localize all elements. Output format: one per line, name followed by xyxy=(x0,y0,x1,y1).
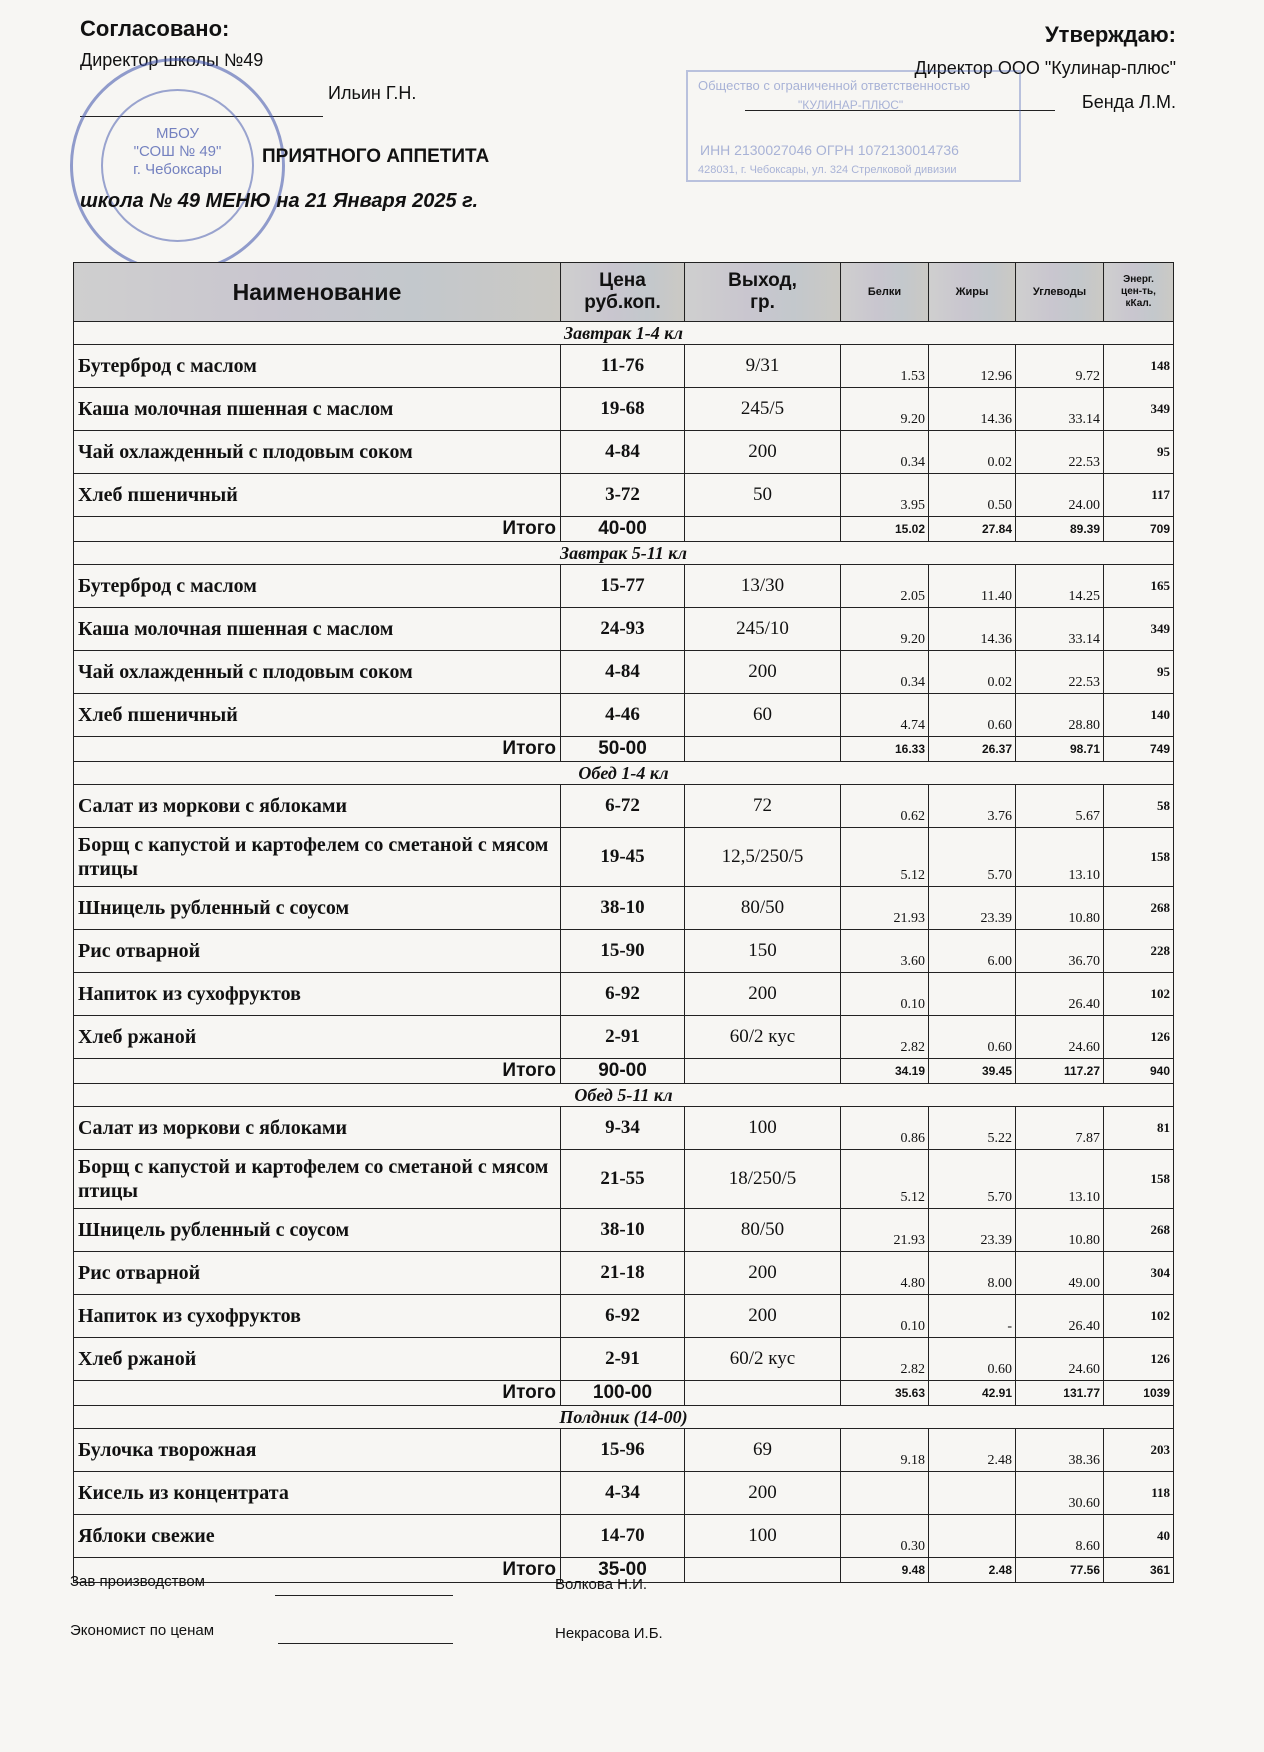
table-row xyxy=(74,388,1174,431)
total-price: 100-00 xyxy=(561,1381,685,1406)
dish-energy: 148 xyxy=(1104,345,1174,388)
dish-price: 3-72 xyxy=(561,474,685,517)
col-protein-header: Белки xyxy=(841,263,929,322)
dish-protein: 9.20 xyxy=(841,388,929,431)
total-output-empty xyxy=(685,1558,841,1583)
table-row xyxy=(74,694,1174,737)
dish-name: Рис отварной xyxy=(74,1252,561,1295)
dish-carbs: 49.00 xyxy=(1016,1252,1104,1295)
approved-title: Согласовано: xyxy=(80,16,230,41)
dish-energy: 81 xyxy=(1104,1107,1174,1150)
dish-name: Каша молочная пшенная с маслом xyxy=(74,608,561,651)
dish-output: 60/2 кус xyxy=(685,1016,841,1059)
col-energy-header: Энерг. цен-ть, кКал. xyxy=(1104,263,1174,322)
dish-name: Чай охлажденный с плодовым соком xyxy=(74,651,561,694)
dish-fat: 14.36 xyxy=(929,608,1016,651)
dish-energy: 117 xyxy=(1104,474,1174,517)
dish-name: Хлеб пшеничный xyxy=(74,474,561,517)
total-carbs: 89.39 xyxy=(1016,517,1104,542)
table-row xyxy=(74,1472,1174,1515)
approved-person: Ильин Г.Н. xyxy=(328,83,417,103)
dish-energy: 158 xyxy=(1104,1150,1174,1209)
dish-output: 245/5 xyxy=(685,388,841,431)
total-row xyxy=(74,737,1174,762)
dish-price: 15-77 xyxy=(561,565,685,608)
dish-price: 4-84 xyxy=(561,651,685,694)
dish-protein: 5.12 xyxy=(841,1150,929,1209)
dish-output: 60/2 кус xyxy=(685,1338,841,1381)
dish-protein: 9.20 xyxy=(841,608,929,651)
dish-output: 60 xyxy=(685,694,841,737)
dish-energy: 304 xyxy=(1104,1252,1174,1295)
col-name-header: Наименование xyxy=(74,263,561,322)
total-energy: 940 xyxy=(1104,1059,1174,1084)
total-protein: 9.48 xyxy=(841,1558,929,1583)
dish-carbs: 5.67 xyxy=(1016,785,1104,828)
table-row xyxy=(74,1252,1174,1295)
dish-carbs: 9.72 xyxy=(1016,345,1104,388)
dish-carbs: 14.25 xyxy=(1016,565,1104,608)
greeting: ПРИЯТНОГО АППЕТИТА xyxy=(262,146,490,167)
table-row xyxy=(74,608,1174,651)
dish-output: 12,5/250/5 xyxy=(685,828,841,887)
table-row xyxy=(74,565,1174,608)
total-protein: 16.33 xyxy=(841,737,929,762)
dish-price: 24-93 xyxy=(561,608,685,651)
dish-name: Рис отварной xyxy=(74,930,561,973)
dish-output: 80/50 xyxy=(685,1209,841,1252)
dish-fat: 5.70 xyxy=(929,1150,1016,1209)
dish-energy: 95 xyxy=(1104,431,1174,474)
dish-fat: 0.60 xyxy=(929,1016,1016,1059)
dish-price: 4-84 xyxy=(561,431,685,474)
section-header-row xyxy=(74,542,1174,565)
dish-name: Напиток из сухофруктов xyxy=(74,973,561,1016)
dish-carbs: 33.14 xyxy=(1016,388,1104,431)
dish-fat: 11.40 xyxy=(929,565,1016,608)
section-header-row xyxy=(74,1084,1174,1107)
dish-fat: 5.70 xyxy=(929,828,1016,887)
dish-carbs: 24.60 xyxy=(1016,1338,1104,1381)
dish-name: Салат из моркови с яблоками xyxy=(74,1107,561,1150)
footer-signature-line-1 xyxy=(275,1595,453,1596)
section-title: Обед 5-11 кл xyxy=(74,1084,1174,1107)
dish-energy: 126 xyxy=(1104,1016,1174,1059)
dish-protein: 2.05 xyxy=(841,565,929,608)
dish-energy: 95 xyxy=(1104,651,1174,694)
dish-carbs: 13.10 xyxy=(1016,1150,1104,1209)
dish-name: Булочка творожная xyxy=(74,1429,561,1472)
dish-price: 6-92 xyxy=(561,1295,685,1338)
total-carbs: 98.71 xyxy=(1016,737,1104,762)
total-label: Итого xyxy=(74,517,561,542)
dish-energy: 228 xyxy=(1104,930,1174,973)
table-row xyxy=(74,345,1174,388)
dish-output: 100 xyxy=(685,1107,841,1150)
dish-protein: 4.74 xyxy=(841,694,929,737)
dish-price: 14-70 xyxy=(561,1515,685,1558)
dish-price: 38-10 xyxy=(561,887,685,930)
table-row xyxy=(74,431,1174,474)
dish-name: Хлеб пшеничный xyxy=(74,694,561,737)
dish-output: 200 xyxy=(685,431,841,474)
total-carbs: 131.77 xyxy=(1016,1381,1104,1406)
dish-fat: 5.22 xyxy=(929,1107,1016,1150)
total-protein: 34.19 xyxy=(841,1059,929,1084)
total-price: 90-00 xyxy=(561,1059,685,1084)
dish-fat: 8.00 xyxy=(929,1252,1016,1295)
dish-energy: 203 xyxy=(1104,1429,1174,1472)
footer-signature-line-2 xyxy=(278,1643,453,1644)
total-output-empty xyxy=(685,517,841,542)
dish-carbs: 26.40 xyxy=(1016,973,1104,1016)
menu-table xyxy=(73,262,1174,1583)
dish-price: 15-96 xyxy=(561,1429,685,1472)
approve-title: Утверждаю: xyxy=(1045,22,1176,47)
table-row xyxy=(74,1515,1174,1558)
col-fat-header: Жиры xyxy=(929,263,1016,322)
dish-energy: 268 xyxy=(1104,887,1174,930)
dish-carbs: 22.53 xyxy=(1016,431,1104,474)
total-protein: 35.63 xyxy=(841,1381,929,1406)
dish-energy: 268 xyxy=(1104,1209,1174,1252)
dish-energy: 102 xyxy=(1104,1295,1174,1338)
dish-carbs: 24.00 xyxy=(1016,474,1104,517)
approved-position: Директор школы №49 xyxy=(80,50,264,70)
total-row xyxy=(74,517,1174,542)
dish-name: Бутерброд с маслом xyxy=(74,565,561,608)
dish-energy: 102 xyxy=(1104,973,1174,1016)
dish-fat: 0.02 xyxy=(929,431,1016,474)
table-row xyxy=(74,887,1174,930)
dish-energy: 126 xyxy=(1104,1338,1174,1381)
dish-output: 150 xyxy=(685,930,841,973)
dish-carbs: 13.10 xyxy=(1016,828,1104,887)
dish-price: 2-91 xyxy=(561,1338,685,1381)
dish-fat xyxy=(929,973,1016,1016)
dish-fat: 0.50 xyxy=(929,474,1016,517)
table-row xyxy=(74,1338,1174,1381)
section-header-row xyxy=(74,1406,1174,1429)
dish-name: Кисель из концентрата xyxy=(74,1472,561,1515)
table-row xyxy=(74,785,1174,828)
total-price: 40-00 xyxy=(561,517,685,542)
dish-name: Яблоки свежие xyxy=(74,1515,561,1558)
dish-name: Хлеб ржаной xyxy=(74,1016,561,1059)
dish-energy: 140 xyxy=(1104,694,1174,737)
dish-price: 19-45 xyxy=(561,828,685,887)
dish-carbs: 22.53 xyxy=(1016,651,1104,694)
dish-fat: - xyxy=(929,1295,1016,1338)
total-protein: 15.02 xyxy=(841,517,929,542)
dish-price: 2-91 xyxy=(561,1016,685,1059)
dish-output: 13/30 xyxy=(685,565,841,608)
dish-output: 72 xyxy=(685,785,841,828)
dish-fat: 6.00 xyxy=(929,930,1016,973)
dish-carbs: 24.60 xyxy=(1016,1016,1104,1059)
dish-protein: 0.10 xyxy=(841,1295,929,1338)
section-title: Полдник (14-00) xyxy=(74,1406,1174,1429)
total-output-empty xyxy=(685,1059,841,1084)
total-output-empty xyxy=(685,737,841,762)
total-energy: 1039 xyxy=(1104,1381,1174,1406)
dish-protein: 0.86 xyxy=(841,1107,929,1150)
dish-protein: 9.18 xyxy=(841,1429,929,1472)
dish-fat: 0.02 xyxy=(929,651,1016,694)
dish-fat xyxy=(929,1472,1016,1515)
total-output-empty xyxy=(685,1381,841,1406)
dish-fat: 2.48 xyxy=(929,1429,1016,1472)
dish-protein: 5.12 xyxy=(841,828,929,887)
dish-price: 9-34 xyxy=(561,1107,685,1150)
dish-price: 6-72 xyxy=(561,785,685,828)
dish-name: Шницель рубленный с соусом xyxy=(74,887,561,930)
dish-output: 69 xyxy=(685,1429,841,1472)
table-row xyxy=(74,1107,1174,1150)
dish-price: 19-68 xyxy=(561,388,685,431)
dish-fat: 23.39 xyxy=(929,887,1016,930)
dish-fat: 12.96 xyxy=(929,345,1016,388)
dish-protein: 0.62 xyxy=(841,785,929,828)
dish-output: 80/50 xyxy=(685,887,841,930)
section-title: Обед 1-4 кл xyxy=(74,762,1174,785)
approve-position: Директор ООО "Кулинар-плюс" xyxy=(914,58,1176,78)
approve-person: Бенда Л.М. xyxy=(1081,92,1176,112)
dish-carbs: 7.87 xyxy=(1016,1107,1104,1150)
dish-output: 245/10 xyxy=(685,608,841,651)
dish-price: 21-18 xyxy=(561,1252,685,1295)
dish-carbs: 28.80 xyxy=(1016,694,1104,737)
dish-output: 50 xyxy=(685,474,841,517)
total-row xyxy=(74,1059,1174,1084)
total-row xyxy=(74,1381,1174,1406)
dish-protein: 1.53 xyxy=(841,345,929,388)
dish-carbs: 30.60 xyxy=(1016,1472,1104,1515)
section-header-row xyxy=(74,322,1174,345)
dish-price: 38-10 xyxy=(561,1209,685,1252)
dish-name: Чай охлажденный с плодовым соком xyxy=(74,431,561,474)
dish-carbs: 26.40 xyxy=(1016,1295,1104,1338)
dish-fat: 0.60 xyxy=(929,694,1016,737)
table-row xyxy=(74,1150,1174,1209)
dish-protein: 2.82 xyxy=(841,1016,929,1059)
dish-energy: 40 xyxy=(1104,1515,1174,1558)
table-header xyxy=(74,263,1174,322)
dish-protein: 21.93 xyxy=(841,1209,929,1252)
dish-carbs: 10.80 xyxy=(1016,887,1104,930)
table-row xyxy=(74,1209,1174,1252)
dish-carbs: 38.36 xyxy=(1016,1429,1104,1472)
menu-date-line: школа № 49 МЕНЮ на 21 Января 2025 г. xyxy=(80,190,479,212)
dish-energy: 349 xyxy=(1104,388,1174,431)
dish-fat: 23.39 xyxy=(929,1209,1016,1252)
dish-output: 200 xyxy=(685,651,841,694)
dish-name: Хлеб ржаной xyxy=(74,1338,561,1381)
dish-energy: 158 xyxy=(1104,828,1174,887)
footer-role-production: Зав производством xyxy=(70,1573,205,1590)
dish-fat xyxy=(929,1515,1016,1558)
dish-protein: 0.30 xyxy=(841,1515,929,1558)
school-stamp xyxy=(70,58,285,273)
dish-output: 200 xyxy=(685,1472,841,1515)
dish-price: 21-55 xyxy=(561,1150,685,1209)
dish-protein: 3.60 xyxy=(841,930,929,973)
dish-protein: 0.34 xyxy=(841,651,929,694)
table-row xyxy=(74,1429,1174,1472)
total-price: 50-00 xyxy=(561,737,685,762)
dish-energy: 349 xyxy=(1104,608,1174,651)
dish-fat: 14.36 xyxy=(929,388,1016,431)
dish-price: 4-34 xyxy=(561,1472,685,1515)
section-title: Завтрак 1-4 кл xyxy=(74,322,1174,345)
total-label: Итого xyxy=(74,1059,561,1084)
col-carbs-header: Углеводы xyxy=(1016,263,1104,322)
total-fat: 26.37 xyxy=(929,737,1016,762)
dish-output: 100 xyxy=(685,1515,841,1558)
dish-output: 200 xyxy=(685,1252,841,1295)
dish-protein xyxy=(841,1472,929,1515)
total-label: Итого xyxy=(74,1381,561,1406)
dish-carbs: 36.70 xyxy=(1016,930,1104,973)
section-header-row xyxy=(74,762,1174,785)
dish-energy: 118 xyxy=(1104,1472,1174,1515)
dish-name: Борщ с капустой и картофелем со сметаной с мясом птицы xyxy=(74,828,561,887)
footer-name-economist: Некрасова И.Б. xyxy=(555,1625,663,1642)
dish-fat: 0.60 xyxy=(929,1338,1016,1381)
section-title: Завтрак 5-11 кл xyxy=(74,542,1174,565)
table-row xyxy=(74,930,1174,973)
table-row xyxy=(74,973,1174,1016)
total-fat: 42.91 xyxy=(929,1381,1016,1406)
total-price: 35-00 xyxy=(561,1558,685,1583)
dish-carbs: 33.14 xyxy=(1016,608,1104,651)
total-energy: 361 xyxy=(1104,1558,1174,1583)
dish-output: 200 xyxy=(685,1295,841,1338)
total-energy: 749 xyxy=(1104,737,1174,762)
dish-name: Салат из моркови с яблоками xyxy=(74,785,561,828)
dish-energy: 165 xyxy=(1104,565,1174,608)
school-stamp-text: МБОУ "СОШ № 49" г. Чебоксары xyxy=(133,125,222,178)
dish-name: Каша молочная пшенная с маслом xyxy=(74,388,561,431)
total-fat: 39.45 xyxy=(929,1059,1016,1084)
dish-protein: 0.10 xyxy=(841,973,929,1016)
dish-carbs: 10.80 xyxy=(1016,1209,1104,1252)
dish-price: 6-92 xyxy=(561,973,685,1016)
dish-price: 15-90 xyxy=(561,930,685,973)
total-label: Итого xyxy=(74,1558,561,1583)
total-energy: 709 xyxy=(1104,517,1174,542)
total-label: Итого xyxy=(74,737,561,762)
dish-price: 4-46 xyxy=(561,694,685,737)
total-fat: 27.84 xyxy=(929,517,1016,542)
dish-energy: 58 xyxy=(1104,785,1174,828)
total-carbs: 77.56 xyxy=(1016,1558,1104,1583)
dish-protein: 0.34 xyxy=(841,431,929,474)
col-price-header: Цена руб.коп. xyxy=(561,263,685,322)
table-row xyxy=(74,828,1174,887)
company-stamp: Общество с ограниченной ответственностью "КУЛИНАР-ПЛЮС" ИНН 2130027046 ОГРН 1072130014736 428031, г. Чебоксары, ул. 324 Стрелковой дивизии xyxy=(686,70,1021,182)
table-row xyxy=(74,1295,1174,1338)
dish-name: Борщ с капустой и картофелем со сметаной с мясом птицы xyxy=(74,1150,561,1209)
dish-protein: 21.93 xyxy=(841,887,929,930)
col-output-header: Выход, гр. xyxy=(685,263,841,322)
table-row xyxy=(74,1016,1174,1059)
total-carbs: 117.27 xyxy=(1016,1059,1104,1084)
dish-name: Бутерброд с маслом xyxy=(74,345,561,388)
dish-protein: 3.95 xyxy=(841,474,929,517)
dish-output: 9/31 xyxy=(685,345,841,388)
dish-name: Шницель рубленный с соусом xyxy=(74,1209,561,1252)
dish-protein: 2.82 xyxy=(841,1338,929,1381)
footer-name-production: Волкова Н.И. xyxy=(555,1576,648,1593)
dish-carbs: 8.60 xyxy=(1016,1515,1104,1558)
total-fat: 2.48 xyxy=(929,1558,1016,1583)
dish-fat: 3.76 xyxy=(929,785,1016,828)
table-row xyxy=(74,474,1174,517)
dish-price: 11-76 xyxy=(561,345,685,388)
dish-name: Напиток из сухофруктов xyxy=(74,1295,561,1338)
footer-role-economist: Экономист по ценам xyxy=(70,1622,215,1639)
dish-protein: 4.80 xyxy=(841,1252,929,1295)
dish-output: 200 xyxy=(685,973,841,1016)
dish-output: 18/250/5 xyxy=(685,1150,841,1209)
table-row xyxy=(74,651,1174,694)
